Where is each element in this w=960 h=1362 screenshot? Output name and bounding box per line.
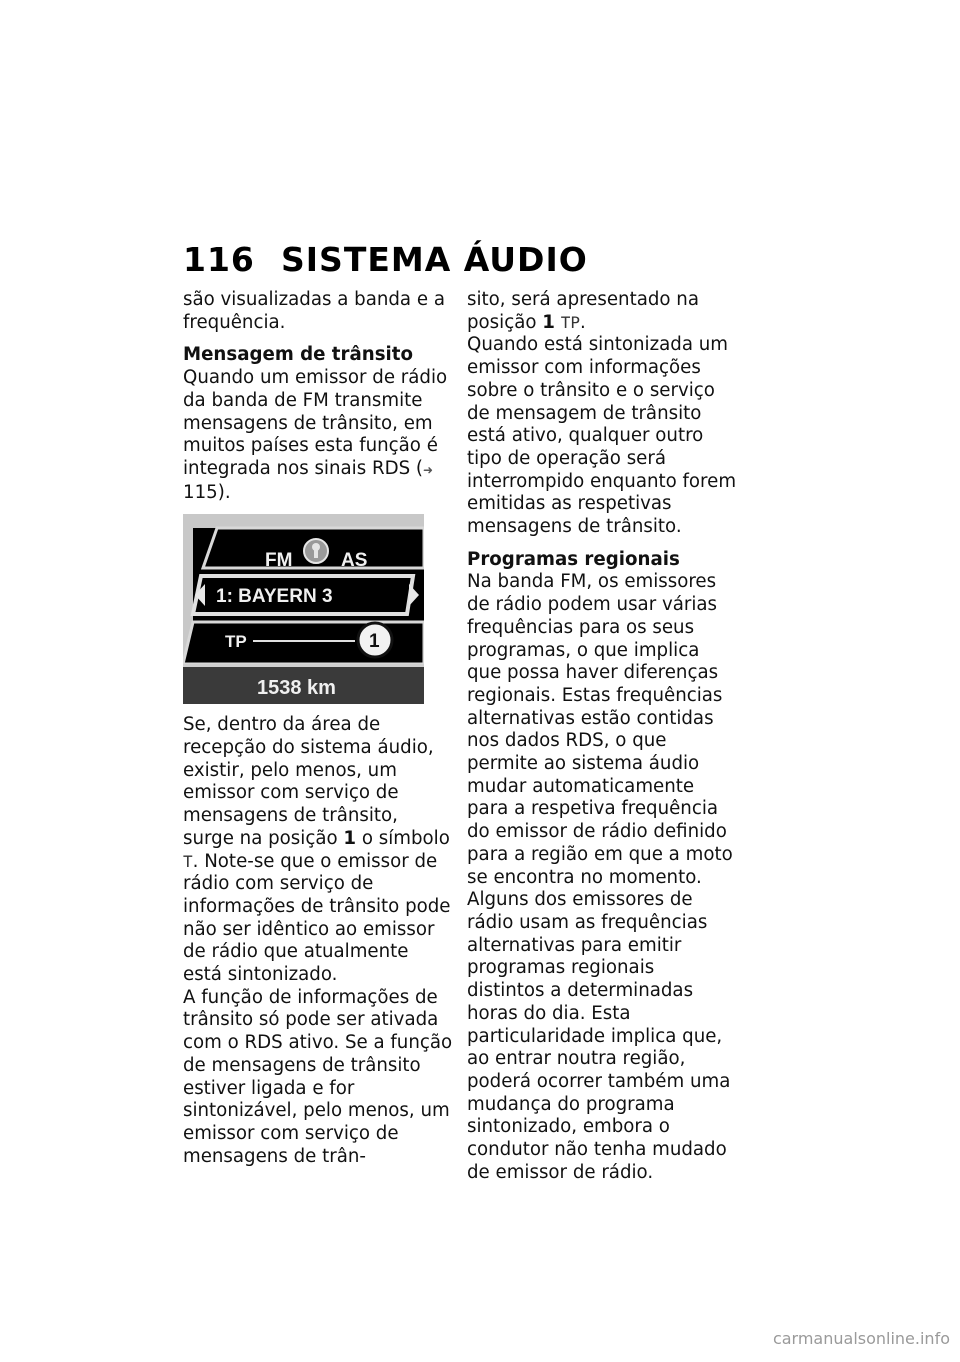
page-number: 116 [183, 240, 255, 279]
paragraph: Alguns dos emissores de rádio usam as frequências alternativas para emitir programas regionais distintos a determinadas horas do dia. Esta particularidade implica que, ao entrar noutra região, poderá ocorrer também uma mudança do programa sintonizado, embora o condutor não tenha mudado de emissor de rádio. [467, 889, 731, 1183]
callout-number: 1 [369, 631, 380, 653]
mode-label: AS [341, 550, 368, 572]
page-header [183, 240, 588, 279]
heading-traffic-message: Mensagem de trânsito [183, 344, 413, 366]
page-reference-link[interactable]: 115 [183, 481, 218, 503]
heading-regional-programs: Programas regionais [467, 548, 680, 570]
radio-display-figure [183, 514, 424, 704]
watermark: carmanualsonline.info [772, 1329, 950, 1348]
paragraph: Quando está sintonizada um emissor com informações sobre o trânsito e o serviço de mensagem de trânsito está ativo, qualquer outro tipo de operação será interrompido enquanto forem emitidas as respetivas mensagens de trânsito. [467, 334, 737, 538]
paragraph: Quando um emissor de rádio da banda de FM transmite mensagens de trânsito, em muitos países esta função é integrada nos sinais RDS (➜ 115). [183, 367, 448, 503]
paragraph: Se, dentro da área de recepção do sistema áudio, existir, pelo menos, um emissor com serviço de mensagens de trânsito, surge na posição 1 o símbolo T. Note-se que o emissor de rádio com serviço de informações de trânsito pode não ser idêntico ao emissor de rádio que atualmente está sintonizado. [183, 714, 451, 986]
band-label: FM [265, 550, 293, 572]
paragraph: Na banda FM, os emissores de rádio podem usar várias frequências para os seus programas, o que implica que possa haver diferenças regionais. Estas frequências alternativas estão contidas nos dados RDS, o que permite ao sistema áudio mudar automaticamente para a respetiva frequência do emissor de rádio definido para a região em que a moto se encontra no momento. [467, 571, 733, 888]
paragraph: sito, será apresentado na posição 1 TP. [467, 289, 699, 333]
station-label: 1: BAYERN 3 [216, 586, 333, 608]
distance-label: 1538 km [257, 677, 336, 700]
right-column [467, 289, 737, 1194]
tp-label: TP [225, 632, 247, 652]
arrow-right-icon: ➜ [423, 462, 434, 477]
paragraph: são visualizadas a banda e a frequência. [183, 289, 445, 333]
paragraph: A função de informações de trânsito só pode ser ativada com o RDS ativo. Se a função de mensagens de trânsito estiver ligada e for sintonizável, pelo menos, um emissor com serviço de mensagens de trân- [183, 986, 453, 1167]
traffic-symbol: T [183, 851, 193, 871]
tp-symbol: TP [560, 312, 580, 332]
section-title: SISTEMA ÁUDIO [281, 240, 588, 279]
left-column [183, 289, 453, 1178]
